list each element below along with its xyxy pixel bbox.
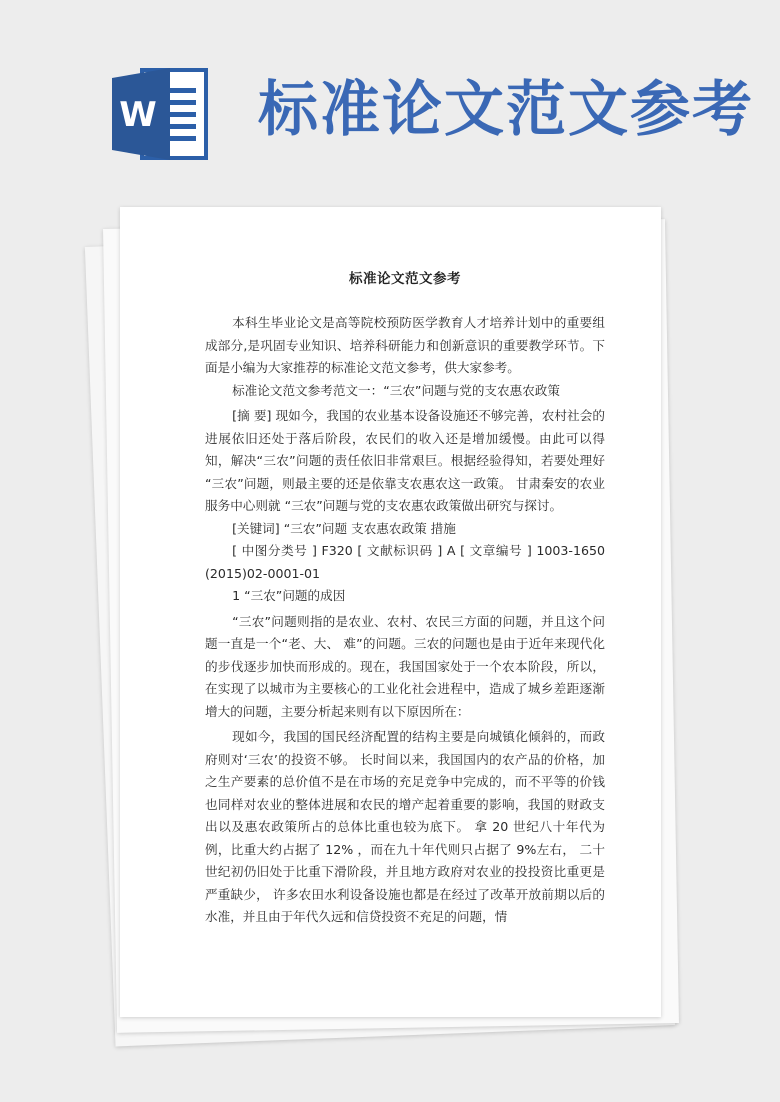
paragraph-sample-heading: 标准论文范文参考范文一：“三农”问题与党的支农惠农政策 bbox=[232, 382, 560, 398]
document-body bbox=[205, 266, 605, 929]
paragraph-classification: [ 中图分类号 ] F320 [ 文献标识码 ] A [ 文章编号 ] 1003-1650 (2015)02-0001-01 bbox=[205, 543, 605, 581]
paragraph-keywords: [关键词] “三农”问题 支农惠农政策 措施 bbox=[232, 520, 456, 536]
document-title: 标准论文范文参考 bbox=[349, 271, 461, 287]
paragraph-body-2: 现如今，我国的国民经济配置的结构主要是向城镇化倾斜的，而政府则对‘三农’的投资不够。 长时间以来，我国国内的农产品的价格，加之生产要素的总价值不是在市场的充足竞争中完成的，而不平等的价钱也同样对农业的整体进展和农民的增产起着重要的影响，我国的财政支出以及惠农政策所占的总体比重也较为底下。 拿 20 世纪八十年代为例，比重大约占据了 12% ，而在九十年代则只占据了 9%左右， 二十世纪初仍旧处于比重下滑阶段，并且地方政府对农业的投投资比重更是严重缺少， 许多农田水利设备设施也都是在经过了改革开放前期以后的水准，并且由于年代久远和信贷投资不充足的问题，情 bbox=[205, 729, 605, 924]
logo-letter: W bbox=[119, 95, 157, 135]
section-heading-1: 1 “三农”问题的成因 bbox=[232, 588, 346, 603]
page-header bbox=[0, 0, 780, 200]
paragraph-body-1: “三农”问题则指的是农业、农村、农民三方面的问题，并且这个问题一直是一个“老、大、 难”的问题。三农的问题也是由于近年来现代化的步伐逐步加快而形成的。现在，我国国家处于一个农本阶段，所以，在实现了以城市为主要核心的工业化社会进程中，造成了城乡差距逐渐增大的问题，主要分析起来则有以下原因所在： bbox=[205, 613, 605, 719]
page-title: 标准论文范文参考 bbox=[258, 75, 754, 145]
word-document-icon bbox=[112, 68, 208, 160]
paragraph-abstract: [摘 要] 现如今，我国的农业基本设备设施还不够完善，农村社会的进展依旧还处于落后阶段，农民们的收入还是增加缓慢。由此可以得知，解决“三农”问题的责任依旧非常艰巨。根据经验得知，若要处理好 “三农”问题，则最主要的还是依靠支农惠农这一政策。 甘肃秦安的农业服务中心则就 “三农”问题与党的支农惠农政策做出研究与探讨。 bbox=[205, 408, 605, 513]
paragraph-intro: 本科生毕业论文是高等院校预防医学教育人才培养计划中的重要组成部分,是巩固专业知识、培养科研能力和创新意识的重要教学环节。下面是小编为大家推荐的标准论文范文参考，供大家参考。 bbox=[205, 315, 605, 375]
